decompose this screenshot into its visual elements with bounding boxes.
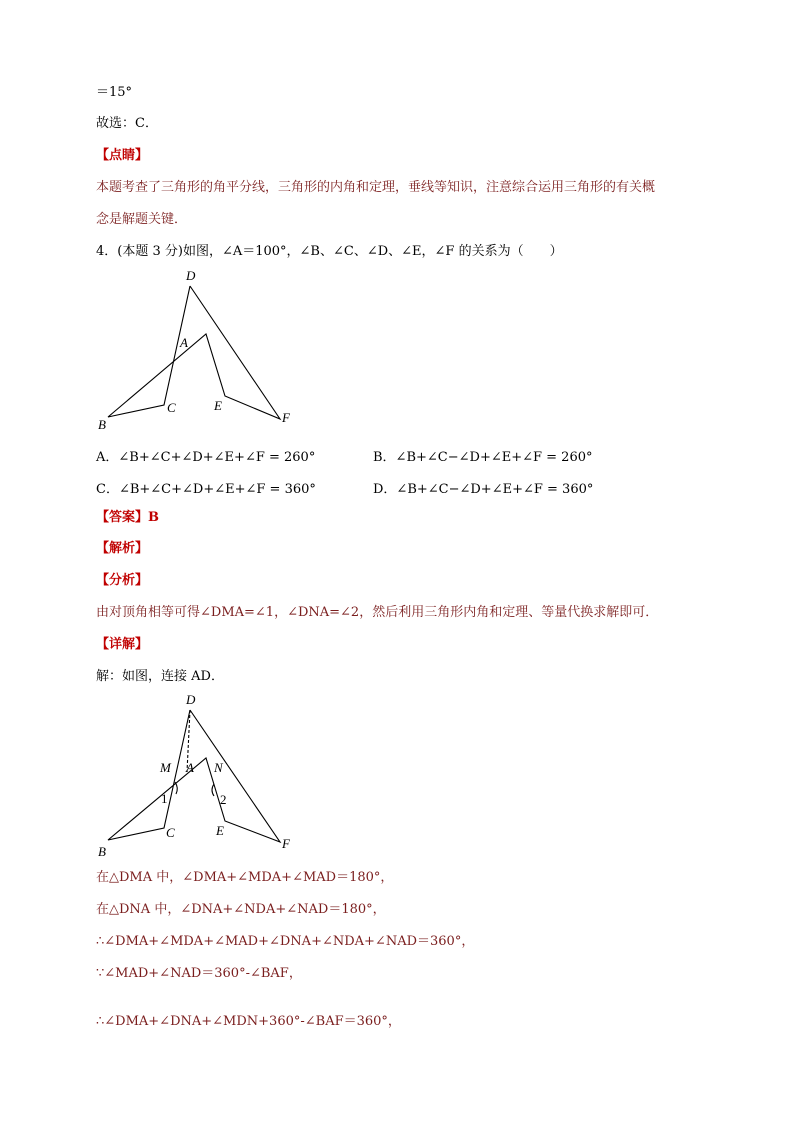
- text-line: ＝15°: [96, 85, 133, 100]
- label-F: F: [282, 836, 290, 851]
- label-D: D: [186, 268, 196, 283]
- question-stem: 4．(本题 3 分)如图，∠A＝100°，∠B、∠C、∠D、∠E，∠F 的关系为（ ）: [96, 244, 563, 259]
- label-C: C: [166, 825, 175, 840]
- solution-step: ∴∠DMA+∠MDA+∠MAD+∠DNA+∠NDA+∠NAD＝360°，: [96, 934, 475, 949]
- text-line: 本题考查了三角形的角平分线，三角形的内角和定理，垂线等知识，注意综合运用三角形的有关概: [96, 180, 656, 195]
- label-angle-1: 1: [161, 791, 168, 806]
- label-angle-2: 2: [220, 792, 227, 807]
- answer-line: 【答案】B: [96, 510, 159, 525]
- analysis-text: 由对顶角相等可得∠DMA=∠1，∠DNA=∠2，然后利用三角形内角和定理、等量代换求解即可．: [96, 605, 659, 620]
- label-B: B: [98, 417, 106, 432]
- label-B: B: [98, 844, 106, 859]
- text-line: 念是解题关键．: [96, 212, 188, 227]
- label-C: C: [167, 400, 176, 415]
- label-A: A: [186, 760, 194, 775]
- solution-step: ∵∠MAD+∠NAD＝360°-∠BAF，: [96, 966, 302, 981]
- option-b: B．∠B+∠C−∠D+∠E+∠F = 260°: [373, 450, 593, 465]
- label-E: E: [214, 398, 222, 413]
- option-d: D．∠B+∠C−∠D+∠E+∠F = 360°: [373, 482, 594, 497]
- label-D: D: [186, 692, 196, 707]
- option-c: C．∠B+∠C+∠D+∠E+∠F = 360°: [96, 482, 316, 497]
- label-N: N: [214, 760, 223, 775]
- angle-2-arc: [212, 784, 214, 796]
- text-line: 故选：C．: [96, 116, 158, 131]
- label-M: M: [160, 760, 171, 775]
- label-F: F: [282, 410, 290, 425]
- figure-1-star-outline: [108, 286, 280, 419]
- label-E: E: [216, 823, 224, 838]
- solution-intro: 解：如图，连接 AD．: [96, 669, 224, 684]
- section-heading-jiexi: 【解析】: [96, 541, 149, 556]
- solution-step: 在△DMA 中，∠DMA+∠MDA+∠MAD＝180°，: [96, 870, 394, 885]
- solution-step: 在△DNA 中，∠DNA+∠NDA+∠NAD＝180°，: [96, 902, 386, 917]
- option-a: A．∠B+∠C+∠D+∠E+∠F = 260°: [96, 450, 316, 465]
- section-heading-dianjing: 【点睛】: [96, 148, 149, 163]
- figure-2: [96, 688, 316, 864]
- section-heading-xiangjie: 【详解】: [96, 637, 149, 652]
- figure-1: [96, 262, 316, 436]
- label-A: A: [180, 335, 188, 350]
- figure-2-star-outline: [108, 710, 280, 842]
- section-heading-fenxi: 【分析】: [96, 573, 149, 588]
- solution-step: ∴∠DMA+∠DNA+∠MDN+360°-∠BAF＝360°，: [96, 1014, 401, 1029]
